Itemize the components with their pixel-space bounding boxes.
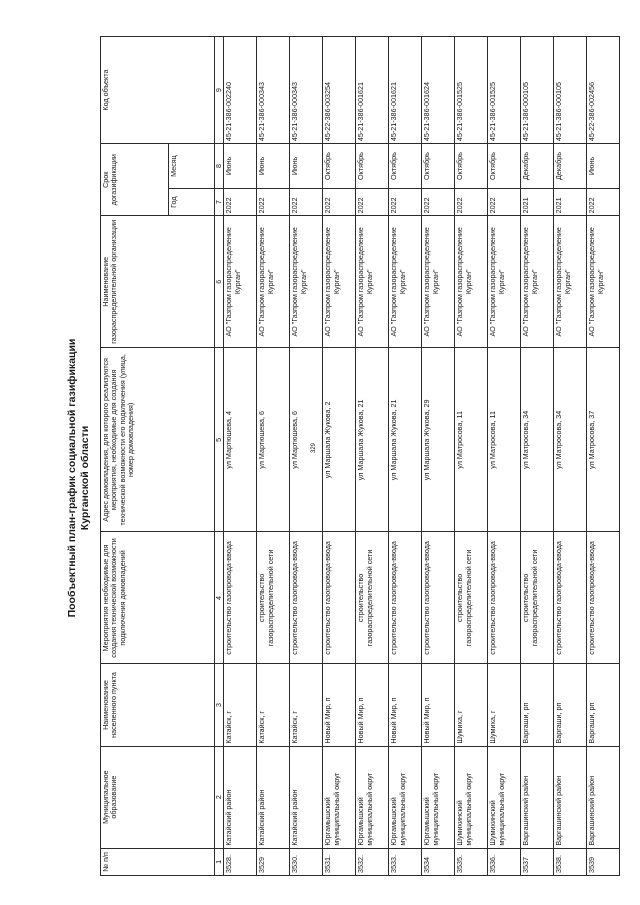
cell-measure: строительство газораспределительной сети <box>257 532 290 664</box>
cell-municipality: Юргамышский муниципальный округ <box>323 746 356 848</box>
header-address: Адрес домовладения, для которого реализуются мероприятия, необходимые для создания технической возможности его подключения (улица, номер домовладения) <box>101 348 215 532</box>
cell-address: ул Матросова, 34 <box>521 348 554 532</box>
cell-municipality: Юргамышский муниципальный округ <box>389 746 422 848</box>
table-row <box>290 37 323 876</box>
cell-year: 2022 <box>587 188 620 215</box>
cell-object-code: 45-22-386-003254 <box>323 37 356 144</box>
page-number: 329 <box>311 442 317 454</box>
cell-num: 3534 <box>422 848 455 875</box>
header-organization: Наименование газораспределительной организации <box>101 216 215 348</box>
cell-year: 2022 <box>290 188 323 215</box>
cell-address: ул Маршала Жукова, 21 <box>389 348 422 532</box>
cell-month: Июнь <box>224 144 257 189</box>
cell-municipality: Шумихинский муниципальный округ <box>488 746 521 848</box>
cell-organization: АО "Газпром газораспределение Курган" <box>488 216 521 348</box>
cell-organization: АО "Газпром газораспределение Курган" <box>587 216 620 348</box>
header-object-code: Код объекта <box>101 37 215 144</box>
cell-measure: строительство газопровода-ввода <box>224 532 257 664</box>
cell-year: 2022 <box>389 188 422 215</box>
cell-year: 2022 <box>356 188 389 215</box>
cell-settlement: Варгаши, рп <box>521 664 554 746</box>
cell-organization: АО "Газпром газораспределение Курган" <box>290 216 323 348</box>
column-number: 5 <box>215 348 224 532</box>
cell-address: ул Матросова, 34 <box>554 348 587 532</box>
cell-settlement: Новый Мир, п <box>356 664 389 746</box>
cell-settlement: Новый Мир, п <box>422 664 455 746</box>
cell-organization: АО "Газпром газораспределение Курган" <box>422 216 455 348</box>
cell-object-code: 45-21-386-000343 <box>257 37 290 144</box>
cell-month: Июнь <box>587 144 620 189</box>
table-row <box>488 37 521 876</box>
cell-month: Октябрь <box>488 144 521 189</box>
cell-address: ул Маршала Жукова, 2 <box>323 348 356 532</box>
cell-settlement: Новый Мир, п <box>389 664 422 746</box>
cell-address: ул Мартюшева, 4 <box>224 348 257 532</box>
cell-month: Октябрь <box>422 144 455 189</box>
cell-municipality: Катайский район <box>290 746 323 848</box>
cell-organization: АО "Газпром газораспределение Курган" <box>323 216 356 348</box>
cell-measure: строительство газопровода-ввода <box>422 532 455 664</box>
table-row <box>521 37 554 876</box>
header-measures: Мероприятия необходимые для создания технической возможности подключения домовладений <box>101 532 215 664</box>
cell-num: 3539 <box>587 848 620 875</box>
column-number: 8 <box>215 144 224 189</box>
header-municipality: Муниципальное образование <box>101 746 215 848</box>
document-title-line-1: Пообъектный план-график социальной газификации <box>66 338 78 618</box>
column-number: 2 <box>215 746 224 848</box>
cell-object-code: 45-22-386-002456 <box>587 37 620 144</box>
cell-object-code: 45-21-386-000105 <box>521 37 554 144</box>
column-number: 6 <box>215 216 224 348</box>
table-row <box>224 37 257 876</box>
cell-month: Декабрь <box>554 144 587 189</box>
cell-object-code: 45-21-386-001525 <box>455 37 488 144</box>
table-row <box>554 37 587 876</box>
cell-year: 2021 <box>521 188 554 215</box>
cell-num: 3530. <box>290 848 323 875</box>
cell-organization: АО "Газпром газораспределение Курган" <box>356 216 389 348</box>
cell-organization: АО "Газпром газораспределение Курган" <box>521 216 554 348</box>
cell-address: ул Мартюшева, 6 <box>290 348 323 532</box>
cell-measure: строительство газораспределительной сети <box>521 532 554 664</box>
cell-object-code: 45-21-386-001624 <box>422 37 455 144</box>
cell-municipality: Варгашинский район <box>587 746 620 848</box>
gasification-schedule-table <box>100 36 620 876</box>
cell-year: 2022 <box>488 188 521 215</box>
table-row <box>389 37 422 876</box>
cell-address: ул Маршала Жукова, 29 <box>422 348 455 532</box>
cell-month: Октябрь <box>323 144 356 189</box>
cell-measure: строительство газопровода-ввода <box>587 532 620 664</box>
cell-month: Июнь <box>257 144 290 189</box>
cell-municipality: Катайский район <box>257 746 290 848</box>
column-number: 1 <box>215 848 224 875</box>
table-wrapper <box>100 36 605 876</box>
cell-year: 2022 <box>257 188 290 215</box>
column-number: 4 <box>215 532 224 664</box>
column-numbers-row <box>215 37 224 876</box>
table-row <box>455 37 488 876</box>
cell-year: 2022 <box>224 188 257 215</box>
cell-settlement: Катайск, г <box>257 664 290 746</box>
column-number: 3 <box>215 664 224 746</box>
cell-num: 3537 <box>521 848 554 875</box>
table-row <box>323 37 356 876</box>
cell-municipality: Варгашинский район <box>521 746 554 848</box>
table-body <box>224 37 620 876</box>
header-num: № п/п <box>101 848 215 875</box>
document-title <box>66 339 92 618</box>
cell-measure: строительство газопровода-ввода <box>554 532 587 664</box>
cell-measure: строительство газопровода-ввода <box>290 532 323 664</box>
cell-month: Октябрь <box>356 144 389 189</box>
column-number: 7 <box>215 188 224 215</box>
cell-year: 2021 <box>554 188 587 215</box>
cell-year: 2022 <box>323 188 356 215</box>
cell-measure: строительство газопровода-ввода <box>488 532 521 664</box>
cell-month: Октябрь <box>455 144 488 189</box>
table-row <box>422 37 455 876</box>
cell-address: ул Мартюшева, 6 <box>257 348 290 532</box>
cell-month: Июнь <box>290 144 323 189</box>
cell-settlement: Катайск, г <box>290 664 323 746</box>
cell-settlement: Шумиха, г <box>488 664 521 746</box>
cell-settlement: Шумиха, г <box>455 664 488 746</box>
cell-num: 3531. <box>323 848 356 875</box>
cell-organization: АО "Газпром газораспределение Курган" <box>389 216 422 348</box>
cell-object-code: 45-21-386-001621 <box>389 37 422 144</box>
cell-settlement: Варгаши, рп <box>587 664 620 746</box>
cell-settlement: Новый Мир, п <box>323 664 356 746</box>
cell-municipality: Варгашинский район <box>554 746 587 848</box>
header-settlement: Наименование населенного пункта <box>101 664 215 746</box>
column-number: 9 <box>215 37 224 144</box>
cell-measure: строительство газораспределительной сети <box>455 532 488 664</box>
cell-address: ул Маршала Жукова, 21 <box>356 348 389 532</box>
cell-address: ул Матросова, 37 <box>587 348 620 532</box>
cell-object-code: 45-21-386-001621 <box>356 37 389 144</box>
cell-num: 3529 <box>257 848 290 875</box>
cell-municipality: Юргамышский муниципальный округ <box>422 746 455 848</box>
cell-address: ул Матросова, 11 <box>488 348 521 532</box>
table-row <box>356 37 389 876</box>
header-deadline: Срок догазификации <box>101 144 169 216</box>
cell-settlement: Катайск, г <box>224 664 257 746</box>
cell-num: 3528. <box>224 848 257 875</box>
cell-num: 3535. <box>455 848 488 875</box>
cell-measure: строительство газопровода-ввода <box>389 532 422 664</box>
cell-num: 3536. <box>488 848 521 875</box>
cell-measure: строительство газораспределительной сети <box>356 532 389 664</box>
cell-num: 3533. <box>389 848 422 875</box>
cell-year: 2022 <box>455 188 488 215</box>
cell-num: 3538. <box>554 848 587 875</box>
table-row <box>587 37 620 876</box>
header-month: Месяц <box>169 144 215 189</box>
cell-object-code: 45-21-386-001525 <box>488 37 521 144</box>
cell-object-code: 45-21-386-000343 <box>290 37 323 144</box>
cell-address: ул Матросова, 11 <box>455 348 488 532</box>
table-row <box>257 37 290 876</box>
cell-month: Октябрь <box>389 144 422 189</box>
cell-organization: АО "Газпром газораспределение Курган" <box>257 216 290 348</box>
cell-year: 2022 <box>422 188 455 215</box>
cell-num: 3532. <box>356 848 389 875</box>
cell-organization: АО "Газпром газораспределение Курган" <box>224 216 257 348</box>
cell-measure: строительство газопровода-ввода <box>323 532 356 664</box>
cell-municipality: Шумихинский муниципальный округ <box>455 746 488 848</box>
cell-object-code: 45-21-386-000105 <box>554 37 587 144</box>
cell-month: Декабрь <box>521 144 554 189</box>
cell-municipality: Катайский район <box>224 746 257 848</box>
cell-settlement: Варгаши, рп <box>554 664 587 746</box>
document-title-line-2: Курганской области <box>79 425 91 531</box>
cell-organization: АО "Газпром газораспределение Курган" <box>554 216 587 348</box>
header-year: Год <box>169 188 215 215</box>
cell-organization: АО "Газпром газораспределение Курган" <box>455 216 488 348</box>
cell-municipality: Юргамышский муниципальный округ <box>356 746 389 848</box>
cell-object-code: 45-21-386-002240 <box>224 37 257 144</box>
